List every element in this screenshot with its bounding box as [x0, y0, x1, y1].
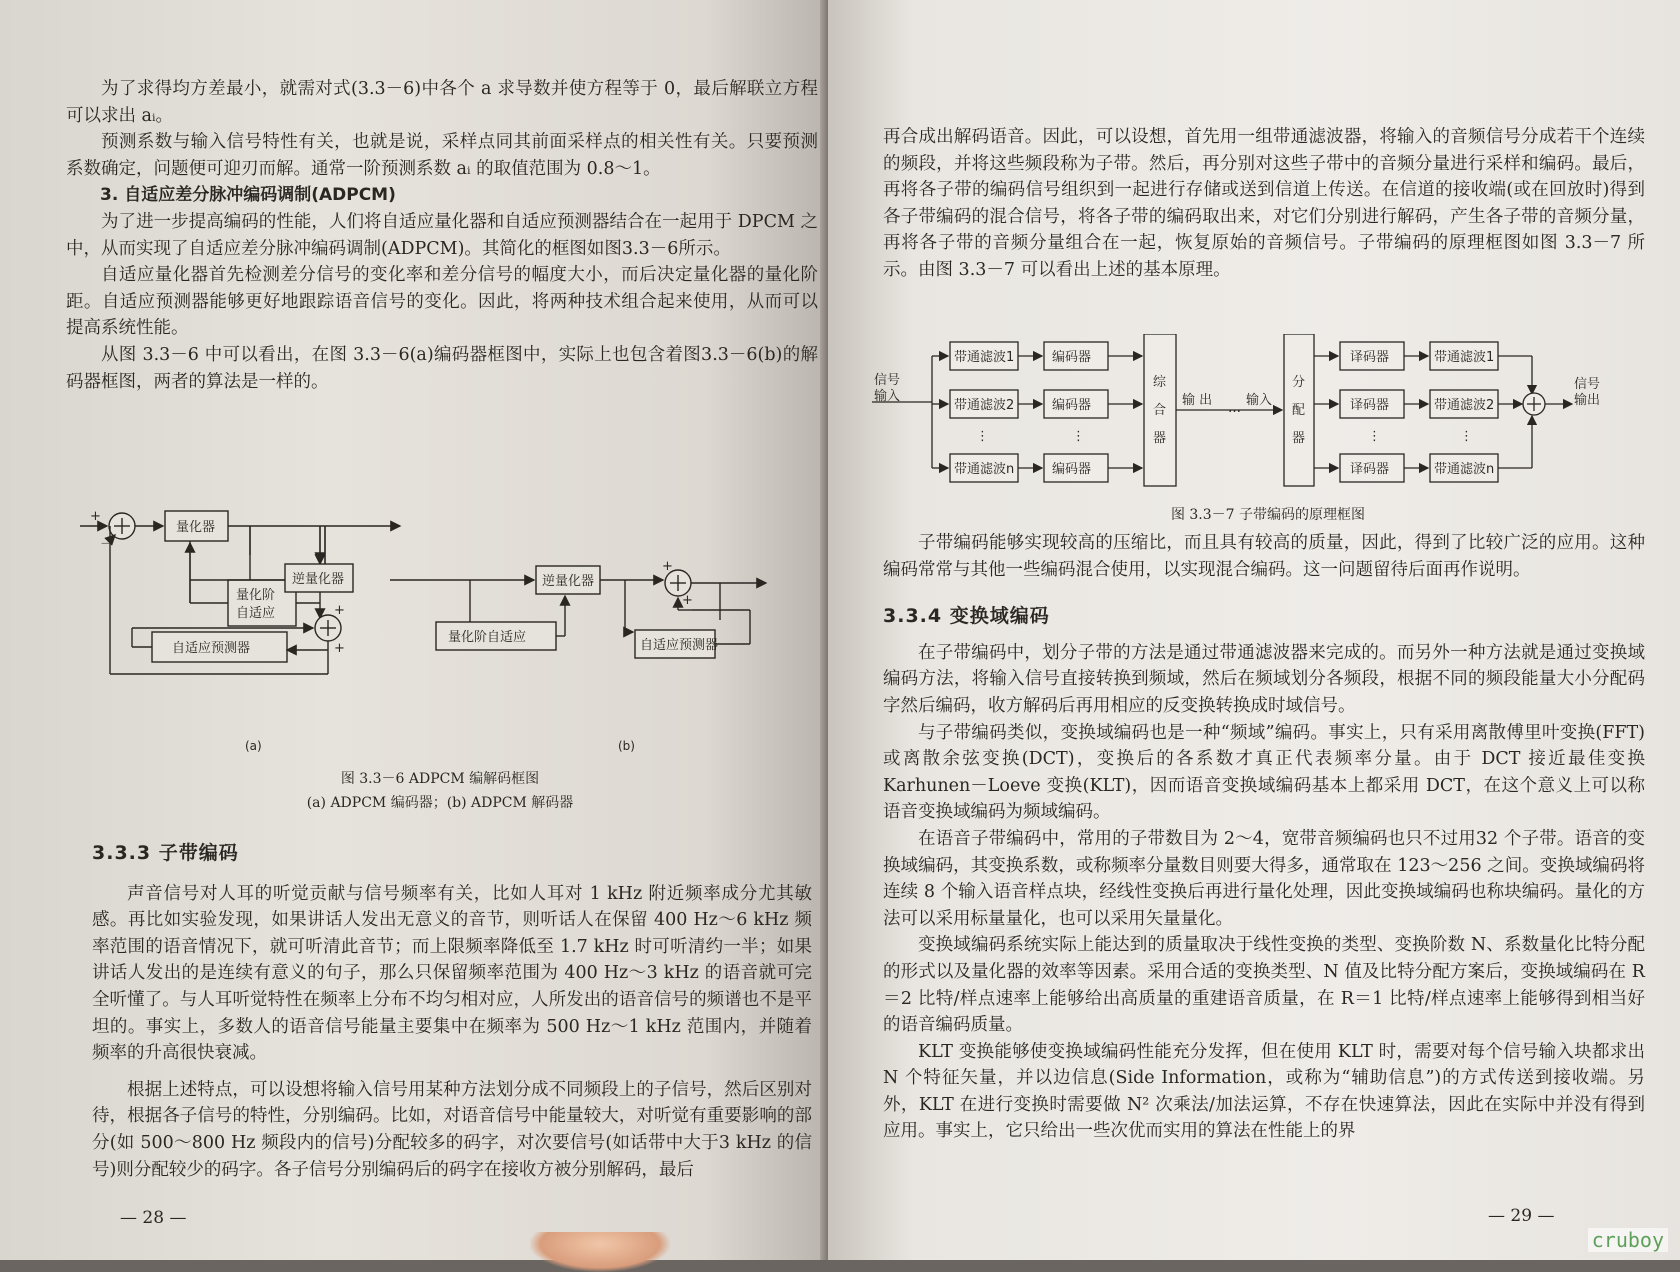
block-quantizer: 量化器 — [176, 520, 216, 535]
paragraph: 在子带编码中，划分子带的方法是通过带通滤波器来完成的。而另外一种方法就是通过变换域编码方法，将输入信号直接转换到频域，然后在频域划分各频段，根据不同的频段能量大小分配码字然后编码，收方解码后再用相应的反变换转换成时域信号。 — [883, 642, 1645, 716]
block-demux-char: 分 — [1292, 375, 1306, 390]
right-text-top — [883, 124, 1645, 284]
vertical-ellipsis: ⋮ — [1460, 429, 1473, 444]
figure-label-a: (a) — [245, 739, 262, 753]
vertical-ellipsis: ⋮ — [1072, 429, 1085, 444]
block-mux-char: 合 — [1153, 403, 1167, 418]
sign-plus: + — [90, 509, 101, 524]
paragraph: 自适应量化器首先检测差分信号的变化率和差分信号的幅度大小，而后决定量化器的量化阶距。自适应预测器能够更好地跟踪语音信号的变化。因此，将两种技术组合起来使用，从而可以提高系统性能。 — [66, 265, 818, 339]
block-inverse-quantizer-b: 逆量化器 — [542, 574, 595, 589]
block-decoder: 译码器 — [1350, 350, 1390, 365]
block-step-adapt-line1: 量化阶 — [236, 588, 276, 603]
paragraph: 再合成出解码语音。因此，可以设想，首先用一组带通滤波器，将输入的音频信号分成若干个连续的频段，并将这些频段称为子带。然后，再分别对这些子带中的音频分量进行采样和编码。最后，再将各子带的编码信号组织到一起进行存储或送到信道上传送。在信道的接收端(或在回放时)得到各子带编码的混合信号，将各子带的编码取出来，对它们分别进行解码，产生各子带的音频分量，再将各子带的音频分量组合在一起，恢复原始的音频信号。子带编码的原理框图如图 3.3－7 所示。由图 3.3－7 可以看出上述的基本原理。 — [883, 127, 1645, 280]
channel-dots: … — [1228, 401, 1241, 416]
paragraph: 从图 3.3－6 中可以看出，在图 3.3－6(a)编码器框图中，实际上也包含着图3.3－6(b)的解码器框图，两者的算法是一样的。 — [66, 344, 818, 392]
block-predictor-a: 自适应预测器 — [172, 641, 251, 656]
page-number: — 28 — — [120, 1208, 187, 1228]
block-step-adapt-line2: 自适应 — [236, 606, 276, 621]
block-predictor-b: 自适应预测器 — [640, 638, 719, 653]
paragraph: 子带编码能够实现较高的压缩比，而且具有较高的质量，因此，得到了比较广泛的应用。这种编码常常与其他一些编码混合使用，以实现混合编码。这一问题留待后面再作说明。 — [883, 533, 1645, 580]
block-inverse-quantizer-a: 逆量化器 — [292, 572, 345, 587]
figure-subcaption: (a) ADPCM 编码器；(b) ADPCM 解码器 — [306, 795, 574, 811]
block-bandpass-1: 带通滤波1 — [1434, 350, 1495, 365]
block-decoder: 译码器 — [1350, 462, 1390, 477]
paragraph: 与子带编码类似，变换域编码也是一种“频域”编码。事实上，只有采用离散傅里叶变换(FFT)或离散余弦变换(DCT)，变换后的各系数才真正代表频率分量。由于 DCT 接近最佳变换 Karhunen－Loeve 变换(KLT)，因而语音变换域编码基本上都采用 DCT，在这个意义上可以称语音变换域编码为频域编码。 — [883, 722, 1645, 823]
left-page — [0, 0, 828, 1260]
block-decoder: 译码器 — [1350, 398, 1390, 413]
right-text-bottom — [883, 530, 1645, 1145]
block-bandpass-n: 带通滤波n — [954, 462, 1015, 477]
figure-3-3-7 — [872, 334, 1662, 514]
output-label: 信号 — [1574, 377, 1601, 392]
sign-plus: + — [662, 559, 673, 574]
block-encoder: 编码器 — [1052, 398, 1092, 413]
block-demux-char: 器 — [1292, 431, 1306, 446]
section-heading: 3.3.4 变换域编码 — [883, 605, 1050, 628]
paragraph: 变换域编码系统实际上能达到的质量取决于线性变换的类型、变换阶数 N、系数量化比特分配的形式以及量化器的效率等因素。采用合适的变换类型、N 值及比特分配方案后，变换域编码在 R＝2 比特/样点速率上能够给出高质量的重建语音质量，在 R＝1 比特/样点速率上能够得到相当好的语音编码质量。 — [883, 935, 1645, 1036]
subheading: 3. 自适应差分脉冲编码调制(ADPCM) — [100, 185, 396, 206]
paragraph: 为了进一步提高编码的性能，人们将自适应量化器和自适应预测器结合在一起用于 DPCM 之中，从而实现了自适应差分脉冲编码调制(ADPCM)。其简化的框图如图3.3－6所示。 — [66, 211, 818, 259]
sign-minus: － — [100, 537, 114, 552]
figure-3-3-6 — [70, 500, 830, 770]
paragraph: 预测系数与输入信号特性有关，也就是说，采样点同其前面采样点的相关性有关。只要预测系数确定，问题便可迎刃而解。通常一阶预测系数 aᵢ 的取值范围为 0.8～1。 — [66, 132, 818, 179]
block-bandpass-1: 带通滤波1 — [954, 350, 1015, 365]
block-bandpass-n: 带通滤波n — [1434, 462, 1495, 477]
left-text-top — [66, 76, 818, 395]
paragraph: KLT 变换能够使变换域编码性能充分发挥，但在使用 KLT 时，需要对每个信号输入块都求出 N 个特征矢量，并以边信息(Side Information，或称为“辅助信息”)的方式传送到接收端。另外，KLT 在进行变换时需要做 N² 次乘法/加法运算，不存在快速算法，因此在实际中并没有得到应用。事实上，它只给出一些次优而实用的算法在性能上的界 — [883, 1041, 1645, 1142]
paragraph: 为了求得均方差最小，就需对式(3.3－6)中各个 a 求导数并使方程等于 0，最后解联立方程可以求出 aᵢ。 — [66, 79, 818, 126]
block-mux-char: 器 — [1153, 431, 1167, 446]
block-bandpass-2: 带通滤波2 — [954, 398, 1015, 413]
watermark: cruboy — [1588, 1228, 1668, 1252]
section-heading: 3.3.3 子带编码 — [92, 842, 239, 864]
sign-plus: + — [334, 641, 345, 656]
figure-label-b: (b) — [618, 739, 635, 753]
right-page — [828, 0, 1680, 1260]
channel-input-label: 输入 — [1246, 393, 1273, 408]
vertical-ellipsis: ⋮ — [976, 429, 989, 444]
channel-output-label: 输 出 — [1182, 393, 1213, 408]
block-encoder: 编码器 — [1052, 462, 1092, 477]
block-mux-char: 综 — [1153, 375, 1167, 390]
output-label: 输出 — [1574, 393, 1601, 408]
left-text-bottom — [92, 840, 812, 1183]
paragraph: 根据上述特点，可以设想将输入信号用某种方法划分成不同频段上的子信号，然后区别对待，根据各子信号的特性，分别编码。比如，对语音信号中能量较大，对听觉有重要影响的部分(如 500～800 Hz 频段内的信号)分配较多的码字，对次要信号(如话带中大于3 kHz 的信号)则分配较少的码字。各子信号分别编码后的码字在接收方被分别解码，最后 — [92, 1079, 812, 1180]
paragraph: 声音信号对人耳的听觉贡献与信号频率有关，比如人耳对 1 kHz 附近频率成分尤其敏感。再比如实验发现，如果讲话人发出无意义的音节，则听话人在保留 400 Hz～6 kHz 频率范围的语音情况下，就可听清此音节；而上限频率降低至 1.7 kHz 时可听清约一半；如果讲话人发出的是连续有意义的句子，那么只保留频率范围为 400 Hz～3 kHz 的语音就可完全听懂了。与人耳听觉特性在频率上分布不均匀相对应，人所发出的语音信号的频谱也不是平坦的。事实上，多数人的语音信号能量主要集中在频率为 500 Hz～1 kHz 范围内，并随着频率的升高很快衰减。 — [92, 883, 812, 1064]
finger-tip — [530, 1232, 670, 1272]
page-number: — 29 — — [1488, 1206, 1555, 1226]
sign-plus: + — [334, 603, 345, 618]
paragraph: 在语音子带编码中，常用的子带数目为 2～4，宽带音频编码也只不过用32 个子带。语音的变换域编码，其变换系数，或称频率分量数目则要大得多，通常取在 123～256 之间。变换域编码将连续 8 个输入语音样点块，经线性变换后再进行量化处理，因此变换域编码也称块编码。量化的方法可以采用标量量化，也可以采用矢量量化。 — [883, 828, 1645, 929]
block-bandpass-2: 带通滤波2 — [1434, 398, 1495, 413]
figure-caption: 图 3.3－7 子带编码的原理框图 — [1170, 507, 1366, 523]
block-demux-char: 配 — [1292, 403, 1306, 418]
block-step-adapt-b: 量化阶自适应 — [448, 630, 527, 645]
input-label: 信号 — [874, 373, 901, 388]
vertical-ellipsis: ⋮ — [1368, 429, 1381, 444]
block-encoder: 编码器 — [1052, 350, 1092, 365]
sign-plus: + — [682, 593, 693, 608]
figure-caption: 图 3.3－6 ADPCM 编解码框图 — [340, 771, 540, 787]
input-label: 输入 — [874, 389, 901, 404]
